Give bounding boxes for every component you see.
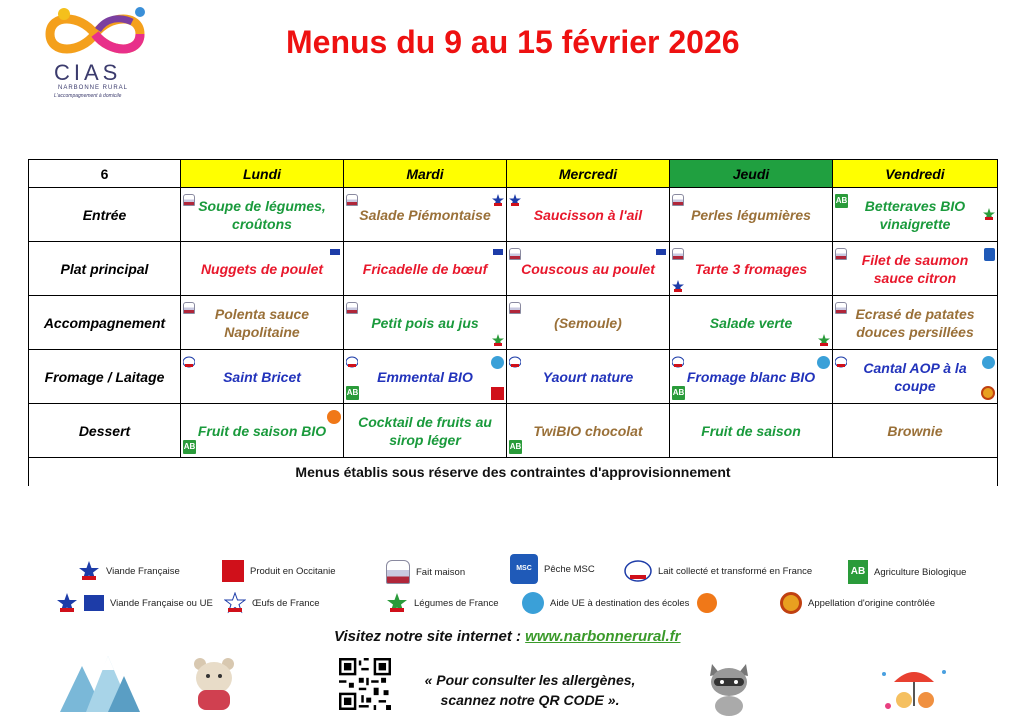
legend-label: Pêche MSC xyxy=(544,563,595,575)
menu-cell xyxy=(507,404,670,458)
legend-aoc xyxy=(780,592,935,614)
menu-cell xyxy=(507,296,670,350)
fait-maison-icon xyxy=(386,560,410,584)
legend-label: Viande Française ou UE xyxy=(110,597,213,609)
row-label-plat: Plat principal xyxy=(29,242,181,296)
viande-francaise-icon xyxy=(509,194,521,206)
menu-cell xyxy=(181,242,344,296)
fruit-ecoles-icon xyxy=(697,593,717,613)
dish-name: Fruit de saison BIO xyxy=(197,422,327,439)
dish-name: Fricadelle de bœuf xyxy=(362,260,488,277)
dish-name: Cocktail de fruits au sirop léger xyxy=(358,413,492,448)
fait-maison-icon xyxy=(672,194,684,206)
menu-cell xyxy=(670,242,833,296)
viande-francaise-icon xyxy=(78,560,100,582)
dish-name: TwiBIO chocolat xyxy=(533,422,643,439)
menu-cell xyxy=(344,242,507,296)
logo-tagline: L'accompagnement à domicile xyxy=(54,93,122,99)
aide-ue-icon xyxy=(522,592,544,614)
dish-name: Salade verte xyxy=(709,314,793,331)
menu-cell xyxy=(670,296,833,350)
infinity-logo-icon xyxy=(40,4,150,60)
oeufs-france-icon xyxy=(224,592,246,614)
menu-cell xyxy=(507,350,670,404)
logo-name: CIAS xyxy=(54,60,122,85)
dish-name: Cantal AOP à la coupe xyxy=(863,359,967,394)
menu-cell xyxy=(670,404,833,458)
eu-flag-icon xyxy=(84,595,104,611)
legend-label: Fait maison xyxy=(416,566,466,578)
fruit-ecoles-icon xyxy=(327,410,341,424)
allergen-line: scannez notre QR CODE ». xyxy=(440,692,620,708)
legumes-france-icon xyxy=(818,334,830,346)
fait-maison-icon xyxy=(509,248,521,260)
legend-aide-ue xyxy=(522,592,723,614)
table-row xyxy=(29,296,998,350)
lait-france-icon xyxy=(672,356,684,368)
peche-msc-icon xyxy=(984,248,995,261)
viande-ue-icon xyxy=(492,248,504,256)
agriculture-bio-icon: AB xyxy=(183,440,196,454)
dish-name: Emmental BIO xyxy=(377,368,473,385)
row-label-accompagnement: Accompagnement xyxy=(29,296,181,350)
agriculture-bio-icon: AB xyxy=(346,386,359,400)
aide-ue-icon xyxy=(982,356,995,369)
legend-label: Légumes de France xyxy=(414,597,499,609)
legend-label: Lait collecté et transformé en France xyxy=(658,565,813,577)
lait-france-icon xyxy=(346,356,358,368)
peche-msc-icon xyxy=(510,554,538,584)
website-line xyxy=(334,628,680,645)
day-header-thursday: Jeudi xyxy=(670,160,833,188)
dish-name: Saint Bricet xyxy=(223,368,301,385)
table-row xyxy=(29,350,998,404)
menu-cell xyxy=(507,188,670,242)
dish-name: Ecrasé de patates douces persillées xyxy=(855,305,975,340)
agriculture-bio-icon: AB xyxy=(509,440,522,454)
dish-name: Couscous au poulet xyxy=(521,260,655,277)
fait-maison-icon xyxy=(835,302,847,314)
menu-table xyxy=(28,159,998,486)
dish-name: Nuggets de poulet xyxy=(200,260,324,277)
legend-viande-ue xyxy=(56,592,213,614)
allergen-notice xyxy=(410,670,650,710)
oeufs-france-icon xyxy=(672,280,684,292)
legumes-france-icon xyxy=(492,334,504,346)
table-header-row xyxy=(29,160,998,188)
lait-france-icon xyxy=(509,356,521,368)
occitanie-icon xyxy=(222,560,244,582)
dish-name: Fromage blanc BIO xyxy=(686,368,816,385)
menu-cell xyxy=(507,242,670,296)
legend-legumes xyxy=(386,592,499,614)
table-row xyxy=(29,404,998,458)
fait-maison-icon xyxy=(346,302,358,314)
viande-ue-icon xyxy=(655,248,667,256)
legend-label: Agriculture Biologique xyxy=(874,566,967,578)
aide-ue-icon xyxy=(817,356,830,369)
legend-oeufs xyxy=(224,592,320,614)
viande-ue-icon xyxy=(329,248,341,256)
day-header-monday: Lundi xyxy=(181,160,344,188)
dish-name: Tarte 3 fromages xyxy=(694,260,808,277)
legend-label: Œufs de France xyxy=(252,597,320,609)
viande-francaise-icon xyxy=(56,592,78,614)
menu-cell xyxy=(833,242,998,296)
supply-disclaimer: Menus établis sous réserve des contraintes d'approvisionnement xyxy=(29,458,998,486)
logo-subtitle: NARBONNE RURAL xyxy=(58,85,129,91)
menu-cell xyxy=(833,350,998,404)
table-footer-row xyxy=(29,458,998,486)
fait-maison-icon xyxy=(183,194,195,206)
aoc-icon xyxy=(780,592,802,614)
dish-name: Filet de saumon sauce citron xyxy=(861,251,969,286)
legumes-france-icon xyxy=(983,208,995,220)
week-number: 6 xyxy=(29,160,181,188)
dish-name: Yaourt nature xyxy=(542,368,634,385)
fait-maison-icon xyxy=(672,248,684,260)
row-label-fromage: Fromage / Laitage xyxy=(29,350,181,404)
legend-fait-maison xyxy=(386,560,465,584)
table-row xyxy=(29,242,998,296)
lait-france-icon xyxy=(183,356,195,368)
day-header-wednesday: Mercredi xyxy=(507,160,670,188)
legend-lait xyxy=(624,560,812,582)
mountains-illustration-icon xyxy=(60,656,140,712)
legend-peche-msc xyxy=(510,554,595,584)
table-row xyxy=(29,188,998,242)
agriculture-bio-icon: AB xyxy=(835,194,848,208)
legend-agri-bio xyxy=(848,560,966,584)
fait-maison-icon xyxy=(183,302,195,314)
fait-maison-icon xyxy=(509,302,521,314)
dish-name: Betteraves BIO vinaigrette xyxy=(864,197,966,232)
legumes-france-icon xyxy=(386,592,408,614)
fait-maison-icon xyxy=(346,194,358,206)
menu-cell xyxy=(181,296,344,350)
cias-logo xyxy=(34,4,154,100)
aide-ue-icon xyxy=(491,356,504,369)
legend-label: Appellation d'origine contrôlée xyxy=(808,597,935,609)
fait-maison-icon xyxy=(835,248,847,260)
row-label-entree: Entrée xyxy=(29,188,181,242)
dish-name: Salade Piémontaise xyxy=(359,206,491,223)
menu-cell xyxy=(833,188,998,242)
legend-label: Produit en Occitanie xyxy=(250,565,336,577)
menu-cell xyxy=(670,188,833,242)
viande-francaise-icon xyxy=(492,194,504,206)
row-label-dessert: Dessert xyxy=(29,404,181,458)
menu-cell xyxy=(181,404,344,458)
dish-name: Brownie xyxy=(887,422,943,439)
dish-name: Saucisson à l'ail xyxy=(533,206,643,223)
menu-cell xyxy=(344,188,507,242)
msc-badge-text: MSC xyxy=(516,565,532,572)
agriculture-bio-icon: AB xyxy=(672,386,685,400)
day-header-tuesday: Mardi xyxy=(344,160,507,188)
legend-label: Viande Française xyxy=(106,565,180,577)
menu-cell xyxy=(181,350,344,404)
lait-france-icon xyxy=(835,356,847,368)
lait-france-icon xyxy=(624,560,652,582)
page-title: Menus du 9 au 15 février 2026 xyxy=(286,24,740,60)
dish-name: Soupe de légumes, croûtons xyxy=(198,197,326,232)
dish-name: (Semoule) xyxy=(554,314,622,331)
menu-cell xyxy=(181,188,344,242)
legend-occitanie xyxy=(222,560,336,582)
legend-label: Aide UE à destination des écoles xyxy=(550,597,690,609)
menu-cell xyxy=(833,404,998,458)
agriculture-bio-icon: AB xyxy=(848,560,868,584)
dish-name: Fruit de saison xyxy=(701,422,801,439)
qr-code-icon[interactable] xyxy=(339,658,391,710)
day-header-friday: Vendredi xyxy=(833,160,998,188)
occitanie-icon xyxy=(491,387,504,400)
website-label: Visitez notre site internet : xyxy=(334,628,521,645)
dish-name: Petit pois au jus xyxy=(371,314,479,331)
bear-illustration-icon xyxy=(190,656,238,712)
menu-cell xyxy=(670,350,833,404)
dish-name: Perles légumières xyxy=(691,206,811,223)
menu-cell xyxy=(833,296,998,350)
allergen-line: « Pour consulter les allergènes, xyxy=(424,672,636,688)
raccoon-illustration-icon xyxy=(706,660,752,716)
kids-umbrella-illustration-icon xyxy=(874,662,954,718)
menu-cell xyxy=(344,350,507,404)
menu-cell xyxy=(344,296,507,350)
legend-viande-francaise xyxy=(78,560,180,582)
menu-cell xyxy=(344,404,507,458)
aoc-icon xyxy=(981,386,995,400)
dish-name: Polenta sauce Napolitaine xyxy=(214,305,310,340)
website-link[interactable]: www.narbonnerural.fr xyxy=(525,628,681,645)
